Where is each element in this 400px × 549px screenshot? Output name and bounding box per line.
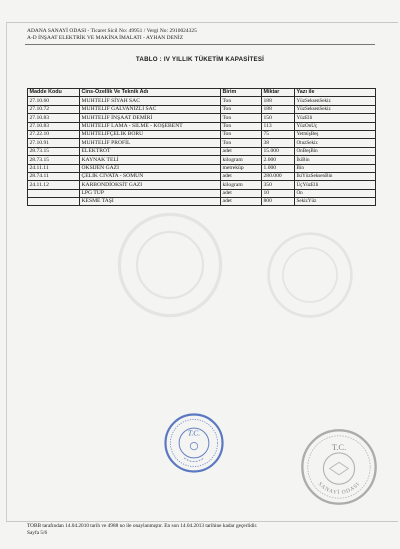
svg-text:SANAYİ ODASI [317, 481, 362, 496]
cell-code: 27.10.72 [28, 105, 80, 113]
seal-right-ring-text: SANAYİ ODASI [316, 481, 362, 496]
cell-in-words: SekizYüz [295, 198, 376, 206]
embossed-chamber-seal [300, 428, 378, 506]
cell-quantity: 38 [262, 139, 295, 147]
cell-code: 27.10.83 [28, 114, 80, 122]
document-header [27, 28, 377, 41]
column-header-description: Cins-Özellik Ve Teknik Adı [80, 89, 221, 97]
cell-quantity: 75 [262, 130, 295, 138]
cell-in-words: İkiBin [295, 156, 376, 164]
table-row [28, 147, 376, 155]
document-footer [27, 523, 377, 537]
cell-quantity: 1.000 [262, 164, 295, 172]
cell-description: MUHTELİF SİYAH SAC [80, 97, 221, 105]
cell-code: 24.11.11 [28, 164, 80, 172]
cell-description: KAYNAK TELİ [80, 156, 221, 164]
cell-code [28, 198, 80, 206]
cell-unit: adet [221, 147, 262, 155]
cell-code: 27.10.60 [28, 97, 80, 105]
cell-description: MUHTELİF LAMA - SİLME - KÖŞEBENT [80, 122, 221, 130]
page-border-left [6, 22, 7, 522]
footer-approval-note: TOBB tarafından 14.04.2010 tarih ve 4988 no ile onaylanmıştır. En son 14.04.2013 tarihine kadar geçerlidir. [27, 523, 258, 529]
cell-unit: metreküp [221, 164, 262, 172]
cell-unit: Ton [221, 139, 262, 147]
cell-description: MUHTELİFÇELİK BORU [80, 130, 221, 138]
cell-description: MUHTELİF İNŞAAT DEMİRİ [80, 114, 221, 122]
cell-description: ÇELİK CİVATA - SOMUN [80, 172, 221, 180]
column-header-in-words: Yazı ile [295, 89, 376, 97]
cell-unit: Ton [221, 105, 262, 113]
cell-in-words: On [295, 189, 376, 197]
table-row [28, 156, 376, 164]
cell-code: 27.10.91 [28, 139, 80, 147]
page-title: TABLO : IV YILLIK TÜKETİM KAPASİTESİ [135, 56, 265, 63]
cell-code: 28.74.11 [28, 172, 80, 180]
table-row [28, 189, 376, 197]
cell-description: LPG TÜP [80, 189, 221, 197]
table-row [28, 130, 376, 138]
cell-description: MUHTELİF PROFİL [80, 139, 221, 147]
watermark-emblem [115, 210, 225, 320]
cell-in-words: YetmişBeş [295, 130, 376, 138]
cell-in-words: İkiYüzSeksenBin [295, 172, 376, 180]
table-row [28, 198, 376, 206]
header-chamber-line: ADANA SANAYİ ODASI - Ticaret Sicil No: 49951 / Vergi No: 2910024325 [27, 28, 197, 34]
cell-unit: kilogram [221, 156, 262, 164]
column-header-unit: Birim [221, 89, 262, 97]
cell-in-words: YüzElli [295, 114, 376, 122]
footer-page-number: Sayfa 5/6 [27, 530, 48, 536]
table-row [28, 172, 376, 180]
cell-unit: Ton [221, 130, 262, 138]
cell-in-words: OtuzSekiz [295, 139, 376, 147]
table-row [28, 97, 376, 105]
consumption-capacity-table [27, 88, 376, 206]
cell-quantity: 188 [262, 97, 295, 105]
seal-right-label: T.C. [331, 441, 347, 452]
cell-code: 24.11.12 [28, 181, 80, 189]
seal-left-label: T.C. [187, 428, 201, 438]
cell-description: OKSİJEN GAZI [80, 164, 221, 172]
column-header-code: Madde Kodu [28, 89, 80, 97]
table-row [28, 181, 376, 189]
cell-unit: adet [221, 172, 262, 180]
cell-unit: adet [221, 189, 262, 197]
cell-in-words: OnBeşBin [295, 147, 376, 155]
cell-quantity: 350 [262, 181, 295, 189]
cell-unit: kilogram [221, 181, 262, 189]
cell-unit: Ton [221, 122, 262, 130]
cell-code [28, 189, 80, 197]
cell-unit: adet [221, 198, 262, 206]
cell-unit: Ton [221, 114, 262, 122]
cell-code: 28.73.15 [28, 156, 80, 164]
cell-in-words: YüzSeksenSekiz [295, 105, 376, 113]
table-row [28, 105, 376, 113]
table-row [28, 114, 376, 122]
cell-quantity: 800 [262, 198, 295, 206]
cell-quantity: 10 [262, 189, 295, 197]
cell-description: KARBONDİOKSİT GAZI [80, 181, 221, 189]
cell-quantity: 188 [262, 105, 295, 113]
cell-quantity: 113 [262, 122, 295, 130]
cell-description: MUHTELİF GALVANİZLİ SAC [80, 105, 221, 113]
header-divider [25, 44, 375, 45]
cell-in-words: Bin [295, 164, 376, 172]
cell-description: ELEKTROT [80, 147, 221, 155]
table-header-row [28, 89, 376, 97]
table-row [28, 139, 376, 147]
page-border-bottom [6, 521, 398, 522]
page-border-top [6, 22, 398, 23]
cell-code: 27.10.83 [28, 122, 80, 130]
cell-quantity: 150 [262, 114, 295, 122]
cell-in-words: YüzOnÜç [295, 122, 376, 130]
table-row [28, 164, 376, 172]
cell-quantity: 15.000 [262, 147, 295, 155]
cell-in-words: ÜçYüzElli [295, 181, 376, 189]
column-header-quantity: Miktar [262, 89, 295, 97]
cell-unit: Ton [221, 97, 262, 105]
cell-code: 28.73.15 [28, 147, 80, 155]
cell-quantity: 280.000 [262, 172, 295, 180]
cell-in-words: YüzSeksenSekiz [295, 97, 376, 105]
watermark-emblem [265, 230, 355, 320]
header-company-line: A-D İNŞAAT ELEKTRİK VE MAKİNA İMALATI - AYHAN DENİZ [27, 34, 184, 41]
official-seal-stamp [163, 412, 225, 474]
cell-description: KESME TAŞI [80, 198, 221, 206]
table-row [28, 122, 376, 130]
cell-code: 27.22.10 [28, 130, 80, 138]
cell-quantity: 2.000 [262, 156, 295, 164]
